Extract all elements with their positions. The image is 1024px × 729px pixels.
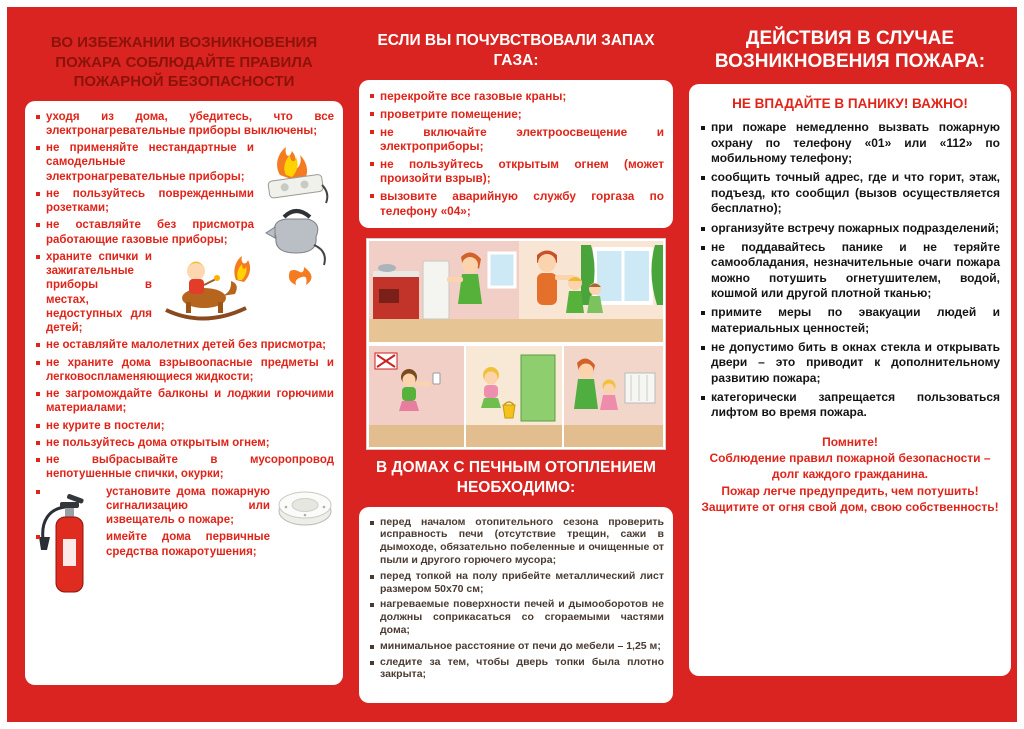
fire-actions-panel bbox=[689, 84, 1011, 676]
stove-instructions-panel bbox=[359, 507, 673, 703]
stove-rule-item: минимальное расстояние от печи до мебели – 1,25 м; bbox=[369, 640, 664, 653]
prevention-rule-item: не выбрасывайте в мусоропровод непотушенные спички, окурки; bbox=[35, 453, 334, 482]
action-item: примите меры по эвакуации людей и материальных ценностей; bbox=[700, 305, 1000, 336]
prevention-rule-item: не применяйте нестандартные и самодельные электронагревательные приборы; bbox=[35, 141, 334, 184]
action-item: сообщить точный адрес, где и что горит, этаж, подъезд, кто сообщил (вызов осуществляется бесплатно); bbox=[700, 170, 1000, 216]
reminder-line: Защитите от огня свой дом, свою собственность! bbox=[701, 500, 999, 515]
gas-rule-item: проветрите помещение; bbox=[369, 107, 664, 122]
prevention-rule-item: не загромождайте балконы и лоджии горючими материалами; bbox=[35, 387, 334, 416]
middle-column bbox=[359, 7, 673, 703]
prevention-rule-item: храните спички и зажигательные приборы в местах, недоступных для детей; bbox=[35, 250, 334, 336]
gas-rule-item: не пользуйтесь открытым огнем (может произойти взрыв); bbox=[369, 157, 664, 186]
gas-safety-illustration bbox=[366, 238, 666, 450]
stove-rule-item: нагреваемые поверхности печей и дымооборотов не должны соприкасаться со сгораемыми частями дома; bbox=[369, 598, 664, 636]
action-item: категорически запрещается пользоваться лифтом во время пожара. bbox=[700, 390, 1000, 421]
reminder-footer bbox=[700, 435, 1000, 516]
stove-section-title: В ДОМАХ С ПЕЧНЫМ ОТОПЛЕНИЕМ НЕОБХОДИМО: bbox=[376, 459, 656, 497]
action-item: не допустимо бить в окнах стекла и открывать двери – это приводит к дополнительному развитию пожара; bbox=[700, 340, 1000, 386]
fire-prevention-panel bbox=[25, 101, 343, 685]
reminder-line: Соблюдение правил пожарной безопасности – долг каждого гражданина. bbox=[709, 451, 991, 481]
action-item: не поддавайтесь панике и не теряйте самообладания, незначительные очаги пожара можно потушить огнетушителем, водой, кошмой или другой плотной тканью; bbox=[700, 240, 1000, 301]
panic-warning: НЕ ВПАДАЙТЕ В ПАНИКУ! ВАЖНО! bbox=[732, 96, 968, 112]
gas-instructions-panel bbox=[359, 80, 673, 228]
right-column bbox=[689, 7, 1011, 676]
stove-rule-item: перед топкой на полу прибейте металлический лист размером 50х70 см; bbox=[369, 570, 664, 596]
left-panel-title: ВО ИЗБЕЖАНИИ ВОЗНИКНОВЕНИЯ ПОЖАРА СОБЛЮДАЙТЕ ПРАВИЛА ПОЖАРНОЙ БЕЗОПАСНОСТИ bbox=[50, 34, 318, 90]
prevention-rule-item: установите дома пожарную сигнализацию или извещатель о пожаре; bbox=[35, 485, 334, 528]
brochure-background bbox=[7, 7, 1017, 722]
prevention-rule-item: не курите в постели; bbox=[35, 419, 334, 433]
prevention-rule-item: не храните дома взрывоопасные предметы и легковоспламеняющиеся жидкости; bbox=[35, 356, 334, 385]
gas-section-title: ЕСЛИ ВЫ ПОЧУВСТВОВАЛИ ЗАПАХ ГАЗА: bbox=[377, 32, 655, 70]
stove-rule-item: следите за тем, чтобы дверь топки была плотно закрыта; bbox=[369, 656, 664, 682]
prevention-rule-item: не оставляйте без присмотра работающие газовые приборы; bbox=[35, 218, 334, 247]
reminder-line: Пожар легче предупредить, чем потушить! bbox=[721, 483, 979, 498]
prevention-rule-item: не пользуйтесь поврежденными розетками; bbox=[35, 187, 334, 216]
prevention-rule-item: уходя из дома, убедитесь, что все электронагревательные приборы выключены; bbox=[35, 110, 334, 139]
action-item: организуйте встречу пожарных подразделений; bbox=[700, 221, 1000, 236]
prevention-rule-item: не пользуйтесь дома открытым огнем; bbox=[35, 436, 334, 450]
action-item: при пожаре немедленно вызвать пожарную охрану по телефону «01» или «112» по мобильному телефону; bbox=[700, 120, 1000, 166]
fire-actions-title: ДЕЙСТВИЯ В СЛУЧАЕ ВОЗНИКНОВЕНИЯ ПОЖАРА: bbox=[714, 28, 986, 73]
gas-rule-item: не включайте электроосвещение и электроприборы; bbox=[369, 125, 664, 154]
prevention-rule-item: не оставляйте малолетних детей без присмотра; bbox=[35, 338, 334, 352]
prevention-rule-item: имейте дома первичные средства пожаротушения; bbox=[35, 530, 334, 559]
gas-rule-item: вызовите аварийную службу горгаза по телефону «04»; bbox=[369, 189, 664, 218]
left-column bbox=[25, 7, 343, 685]
reminder-line: Помните! bbox=[822, 434, 878, 449]
gas-rule-item: перекройте все газовые краны; bbox=[369, 89, 664, 104]
stove-rule-item: перед началом отопительного сезона проверить исправность печи (отсутствие трещин, сажи в дымоходе, обязательно побеленные и очищенные от пыли и другого горючего мусора; bbox=[369, 516, 664, 567]
